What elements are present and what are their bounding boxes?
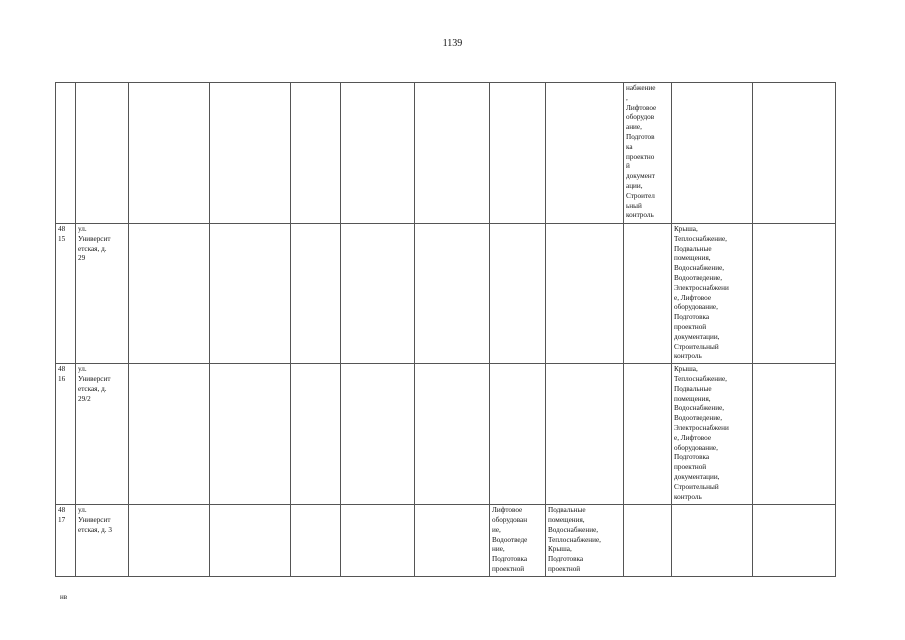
table-cell	[415, 505, 490, 577]
address-cell: ул. Университ етская, д. 29	[76, 224, 129, 364]
works-cell	[490, 364, 546, 505]
works-cell	[624, 364, 672, 505]
works-cell	[672, 505, 753, 577]
table-cell	[291, 224, 341, 364]
table-cell	[291, 505, 341, 577]
table-cell	[753, 83, 836, 224]
works-cell: Подвальные помещения, Водоснабжение, Теплоснабжение, Крыша, Подготовка проектной	[546, 505, 624, 577]
table-row	[56, 364, 836, 505]
table-cell	[415, 224, 490, 364]
capital-repair-table	[55, 82, 836, 577]
table-cell	[341, 224, 415, 364]
row-number-cell: 48 15	[56, 224, 76, 364]
row-number-cell	[56, 83, 76, 224]
table-row	[56, 224, 836, 364]
table-cell	[129, 364, 210, 505]
table-cell	[210, 505, 291, 577]
row-number-cell: 48 17	[56, 505, 76, 577]
address-cell: ул. Университ етская, д. 3	[76, 505, 129, 577]
works-cell: Лифтовое оборудован ие, Водоотведе ние, Подготовка проектной	[490, 505, 546, 577]
works-cell	[624, 505, 672, 577]
table-cell	[341, 505, 415, 577]
address-cell: ул. Университ етская, д. 29/2	[76, 364, 129, 505]
address-cell	[76, 83, 129, 224]
works-cell: набжение , Лифтовое оборудов ание, Подготов ка проектно й документ ации, Строител ьный контроль	[624, 83, 672, 224]
table-cell	[341, 364, 415, 505]
table-cell	[210, 224, 291, 364]
works-cell: Крыша, Теплоснабжение, Подвальные помещения, Водоснабжение, Водоотведение, Электроснабжени е, Лифтовое оборудование, Подготовка проектной документации, Строительный контроль	[672, 364, 753, 505]
table-cell	[129, 505, 210, 577]
table-row	[56, 505, 836, 577]
works-cell	[546, 224, 624, 364]
works-cell	[546, 364, 624, 505]
works-cell	[490, 83, 546, 224]
table-cell	[753, 364, 836, 505]
table-cell	[753, 224, 836, 364]
row-number-cell: 48 16	[56, 364, 76, 505]
works-cell	[490, 224, 546, 364]
table-cell	[129, 224, 210, 364]
works-cell	[624, 224, 672, 364]
table-cell	[291, 364, 341, 505]
table-row	[56, 83, 836, 224]
table-cell	[341, 83, 415, 224]
table-cell	[753, 505, 836, 577]
works-cell: Крыша, Теплоснабжение, Подвальные помещения, Водоснабжение, Водоотведение, Электроснабжени е, Лифтовое оборудование, Подготовка проектной документации, Строительный контроль	[672, 224, 753, 364]
page-number: 1139	[442, 38, 463, 49]
table-cell	[415, 83, 490, 224]
table-cell	[210, 83, 291, 224]
table-cell	[415, 364, 490, 505]
footer-mark: нв	[60, 593, 68, 601]
works-cell	[546, 83, 624, 224]
table-cell	[129, 83, 210, 224]
table-cell	[210, 364, 291, 505]
table-cell	[291, 83, 341, 224]
works-cell	[672, 83, 753, 224]
